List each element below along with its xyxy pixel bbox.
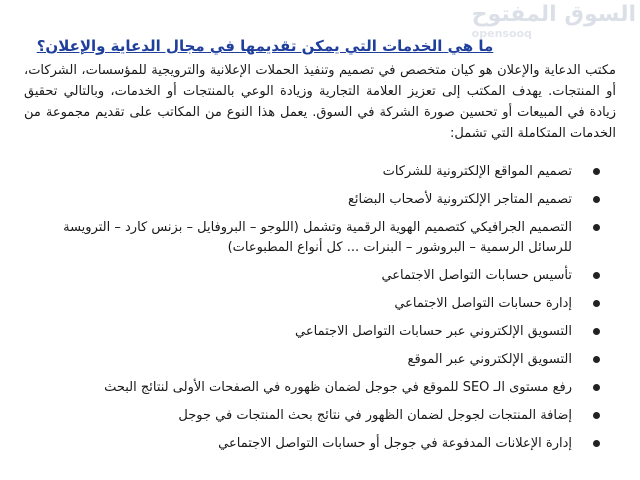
list-item: [24, 322, 616, 342]
bullet-icon: [593, 272, 600, 279]
list-item: [24, 378, 616, 398]
service-text: إدارة حسابات التواصل الاجتماعي: [394, 296, 572, 311]
service-text: إضافة المنتجات لجوجل لضمان الظهور في نتائج بحث المنتجات في جوجل: [178, 408, 572, 423]
bullet-icon: [593, 440, 600, 447]
service-text: التسويق الإلكتروني عبر الموقع: [407, 352, 572, 367]
bullet-icon: [593, 196, 600, 203]
service-text: رفع مستوى الـ SEO للموقع في جوجل لضمان ظهوره في الصفحات الأولى لنتائج البحث: [104, 380, 572, 395]
services-list: [24, 162, 616, 454]
bullet-icon: [593, 356, 600, 363]
article-title: ما هي الخدمات التي يمكن تقديمها في مجال الدعاية والإعلان؟: [36, 37, 494, 55]
service-text: تصميم المواقع الإلكترونية للشركات: [382, 164, 572, 179]
list-item: [24, 162, 616, 182]
list-item: [24, 350, 616, 370]
article-intro: مكتب الدعاية والإعلان هو كيان متخصص في تصميم وتنفيذ الحملات الإعلانية والترويجية للمؤسسات، الشركات، أو المنتجات. يهدف المكتب إلى تعزيز العلامة التجارية وزيادة الوعي بالمنتجات أو الخدمات، وبالتالي تحقيق زيادة في المبيعات أو تحسين صورة الشركة في السوق. يعمل هذا النوع من المكاتب على تقديم مجموعة من الخدمات المتكاملة التي تشمل:: [24, 63, 616, 141]
bullet-icon: [593, 224, 600, 231]
bullet-icon: [593, 300, 600, 307]
list-item: [24, 434, 616, 454]
service-text: التسويق الإلكتروني عبر حسابات التواصل الاجتماعي: [295, 324, 572, 339]
list-item: [24, 218, 616, 258]
list-item: [24, 266, 616, 286]
service-text: تأسيس حسابات التواصل الاجتماعي: [381, 268, 572, 283]
service-text: تصميم المتاجر الإلكترونية لأصحاب البضائع: [347, 192, 572, 207]
list-item: [24, 294, 616, 314]
bullet-icon: [593, 384, 600, 391]
bullet-icon: [593, 412, 600, 419]
list-item: [24, 406, 616, 426]
list-item: [24, 190, 616, 210]
service-text: التصميم الجرافيكي كتصميم الهوية الرقمية وتشمل (اللوجو – البروفايل – بزنس كارد – الترويسة للرسائل الرسمية – البروشور – البنرات ... كل أنواع المطبوعات): [63, 220, 572, 255]
service-text: إدارة الإعلانات المدفوعة في جوجل أو حسابات التواصل الاجتماعي: [218, 436, 572, 451]
watermark-arabic: السوق المفتوح: [471, 2, 636, 27]
bullet-icon: [593, 168, 600, 175]
watermark-latin: opensooq: [471, 27, 532, 40]
bullet-icon: [593, 328, 600, 335]
